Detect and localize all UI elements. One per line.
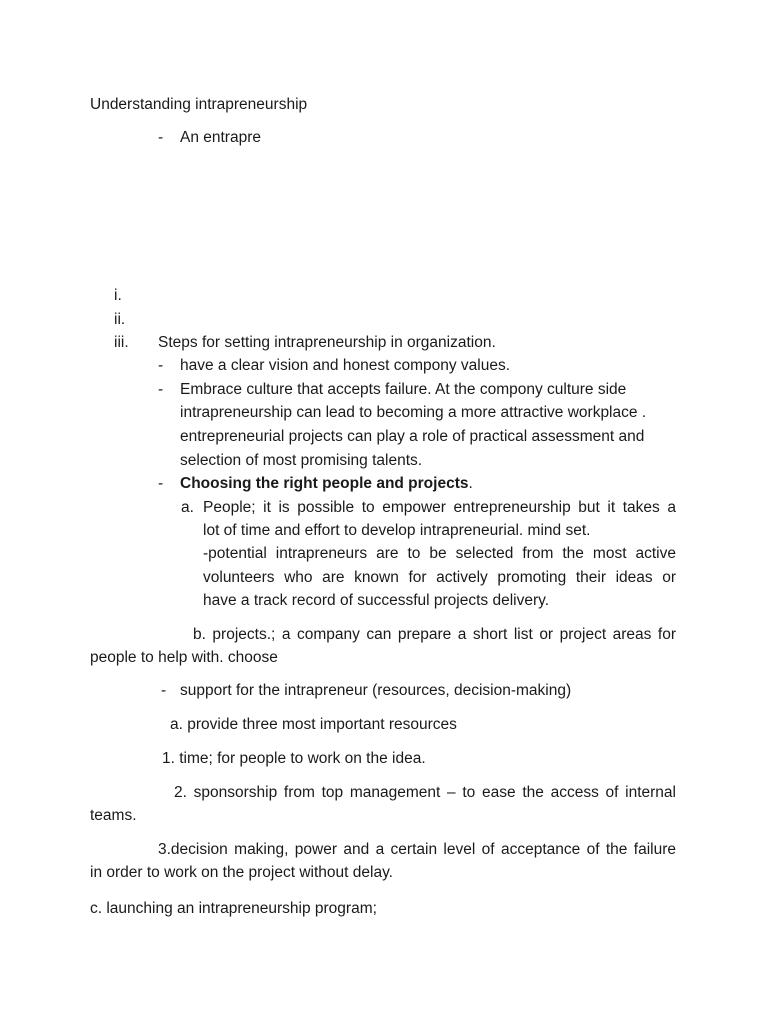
people-line: lot of time and effort to develop intrapreneurial. mind set. [203,522,591,539]
bullet-vision: have a clear vision and honest compony values. [180,357,511,374]
bullet-culture-line: intrapreneurship can lead to becoming a more attractive workplace . [180,404,647,421]
intro-dash: - [158,129,164,146]
bullet-choosing [180,474,473,494]
resources-intro: a. provide three most important resources [170,716,457,733]
bullet-choosing-tail: . [468,475,473,492]
people-line: volunteers who are known for actively promoting their ideas or [203,569,676,586]
projects-line: people to help with. choose [90,649,278,666]
resource-time: 1. time; for people to work on the idea. [162,750,426,767]
roman-marker-1: i. [114,287,122,304]
bullet-dash: - [158,475,164,492]
launching-program: c. launching an intrapreneurship program; [90,900,377,917]
support-dash: - [161,682,167,699]
people-line: -potential intrapreneurs are to be selected from the most active [203,545,676,562]
roman-marker-3: iii. [114,334,129,351]
bullet-choosing-bold: Choosing the right people and projects [180,475,469,492]
roman-marker-2: ii. [114,311,126,328]
bullet-culture-line: entrepreneurial projects can play a role of practical assessment and [180,428,645,445]
support-text: support for the intrapreneur (resources, decision-making) [180,682,572,699]
people-marker: a. [181,499,194,516]
bullet-culture-line: selection of most promising talents. [180,452,423,469]
people-line: have a track record of successful projects delivery. [203,592,550,609]
resource-sponsorship-line: teams. [90,807,137,824]
steps-title: Steps for setting intrapreneurship in organization. [158,334,496,351]
resource-sponsorship-line: 2. sponsorship from top management – to ease the access of internal [174,784,676,801]
bullet-dash: - [158,357,164,374]
intro-text: An entrapre [180,129,261,146]
bullet-culture-line: Embrace culture that accepts failure. At the compony culture side [180,381,627,398]
document-heading: Understanding intrapreneurship [90,96,308,113]
resource-decision-line: in order to work on the project without delay. [90,864,393,881]
people-line: People; it is possible to empower entrepreneurship but it takes a [203,499,676,516]
resource-decision-line: 3.decision making, power and a certain level of acceptance of the failure [158,841,676,858]
projects-line: b. projects.; a company can prepare a short list or project areas for [193,626,676,643]
bullet-dash: - [158,381,164,398]
